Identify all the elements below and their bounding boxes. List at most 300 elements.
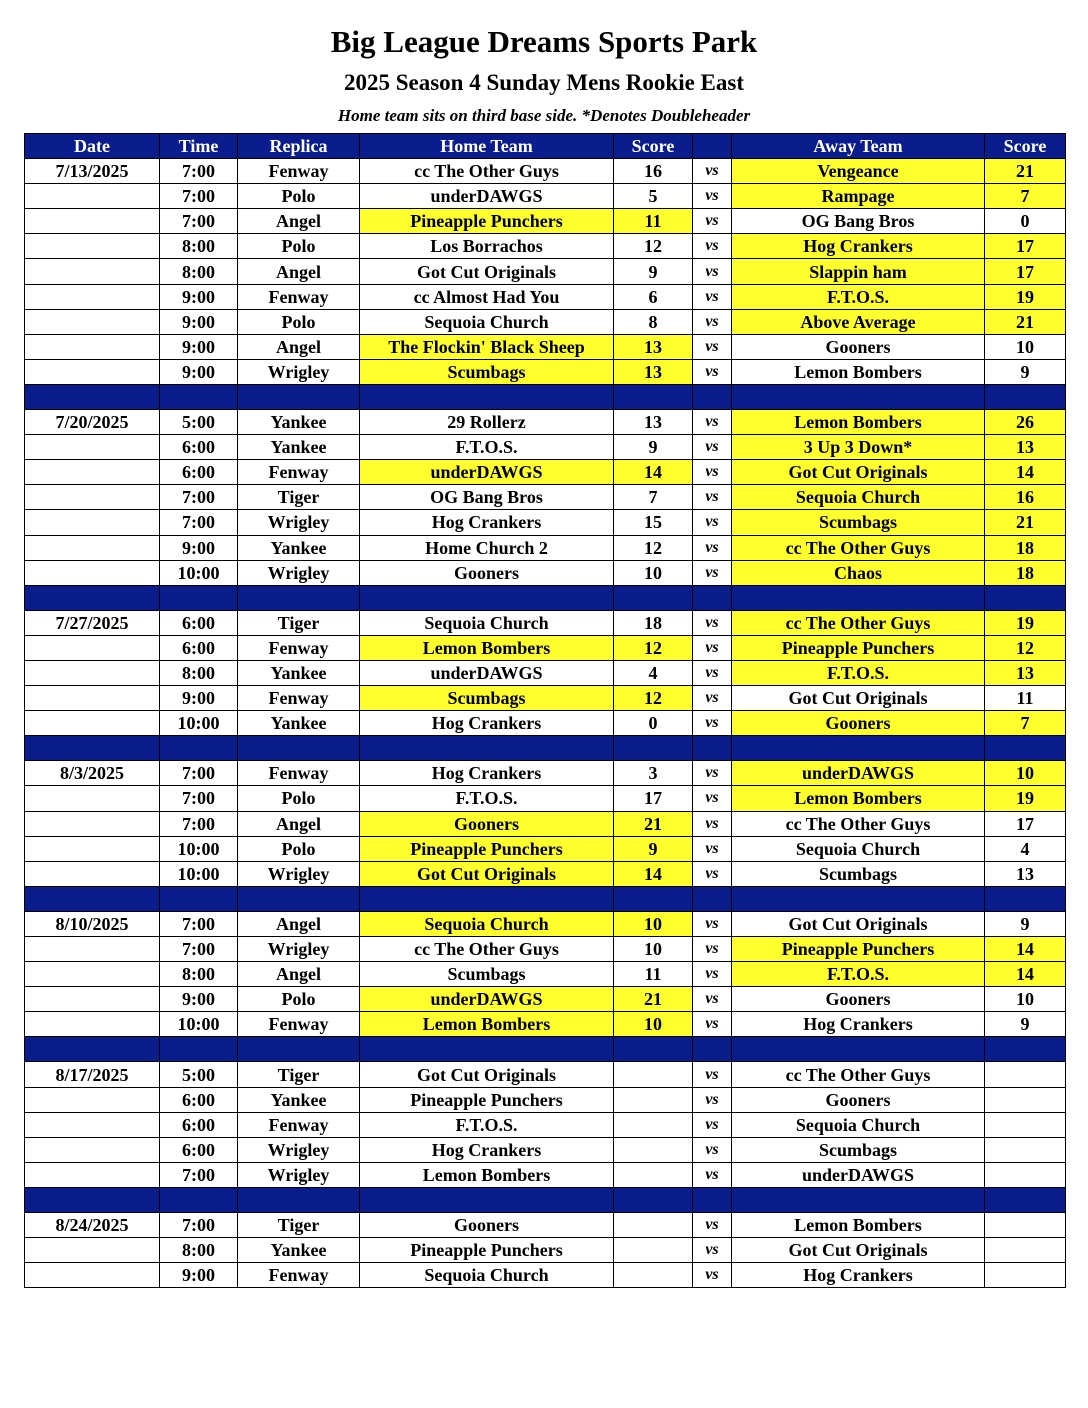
date-cell xyxy=(25,485,160,510)
table-row xyxy=(25,560,1066,585)
away-team-cell: Vengeance xyxy=(732,159,985,184)
vs-cell: vs xyxy=(693,535,732,560)
date-cell: 7/27/2025 xyxy=(25,610,160,635)
separator-cell xyxy=(25,1037,160,1062)
away-team-cell: Gooners xyxy=(732,1087,985,1112)
separator-cell xyxy=(693,886,732,911)
table-row xyxy=(25,1137,1066,1162)
vs-cell: vs xyxy=(693,159,732,184)
table-row xyxy=(25,1112,1066,1137)
away-score-cell: 4 xyxy=(985,836,1066,861)
away-score-cell: 10 xyxy=(985,334,1066,359)
date-cell xyxy=(25,861,160,886)
away-team-cell: Scumbags xyxy=(732,1137,985,1162)
away-score-cell: 13 xyxy=(985,660,1066,685)
date-cell xyxy=(25,259,160,284)
time-cell: 7:00 xyxy=(160,761,238,786)
away-score-cell: 14 xyxy=(985,962,1066,987)
header-home-team: Home Team xyxy=(360,134,614,159)
week-separator xyxy=(25,1037,1066,1062)
vs-cell: vs xyxy=(693,1012,732,1037)
home-team-cell: F.T.O.S. xyxy=(360,1112,614,1137)
date-cell xyxy=(25,209,160,234)
separator-cell xyxy=(732,736,985,761)
separator-cell xyxy=(693,1187,732,1212)
home-team-cell: Scumbags xyxy=(360,359,614,384)
table-row xyxy=(25,660,1066,685)
away-team-cell: Scumbags xyxy=(732,510,985,535)
away-team-cell: Gooners xyxy=(732,987,985,1012)
away-score-cell: 18 xyxy=(985,560,1066,585)
home-team-cell: underDAWGS xyxy=(360,460,614,485)
replica-cell: Yankee xyxy=(238,1238,360,1263)
table-row xyxy=(25,184,1066,209)
separator-cell xyxy=(732,585,985,610)
home-score-cell: 7 xyxy=(614,485,693,510)
home-team-cell: Pineapple Punchers xyxy=(360,1238,614,1263)
home-score-cell: 12 xyxy=(614,535,693,560)
replica-cell: Tiger xyxy=(238,1213,360,1238)
away-team-cell: cc The Other Guys xyxy=(732,811,985,836)
away-team-cell: Hog Crankers xyxy=(732,1263,985,1288)
replica-cell: Polo xyxy=(238,987,360,1012)
replica-cell: Angel xyxy=(238,811,360,836)
page-title: Big League Dreams Sports Park xyxy=(330,24,758,59)
away-score-cell: 17 xyxy=(985,811,1066,836)
replica-cell: Fenway xyxy=(238,159,360,184)
time-cell: 10:00 xyxy=(160,711,238,736)
vs-cell: vs xyxy=(693,410,732,435)
separator-cell xyxy=(25,585,160,610)
away-team-cell: Lemon Bombers xyxy=(732,1213,985,1238)
time-cell: 7:00 xyxy=(160,811,238,836)
vs-cell: vs xyxy=(693,309,732,334)
vs-cell: vs xyxy=(693,711,732,736)
table-row xyxy=(25,359,1066,384)
away-team-cell: Gooners xyxy=(732,711,985,736)
home-team-cell: The Flockin' Black Sheep xyxy=(360,334,614,359)
time-cell: 7:00 xyxy=(160,1213,238,1238)
vs-cell: vs xyxy=(693,911,732,936)
time-cell: 5:00 xyxy=(160,1062,238,1087)
home-team-cell: Sequoia Church xyxy=(360,610,614,635)
separator-cell xyxy=(614,585,693,610)
home-team-cell: Gooners xyxy=(360,560,614,585)
table-row xyxy=(25,535,1066,560)
table-row xyxy=(25,811,1066,836)
away-team-cell: Lemon Bombers xyxy=(732,359,985,384)
schedule-note: Home team sits on third base side. *Denotes Doubleheader xyxy=(337,106,751,125)
away-score-cell xyxy=(985,1263,1066,1288)
separator-cell xyxy=(985,585,1066,610)
table-row xyxy=(25,1238,1066,1263)
header-time: Time xyxy=(160,134,238,159)
date-cell xyxy=(25,359,160,384)
date-cell xyxy=(25,334,160,359)
away-score-cell: 10 xyxy=(985,987,1066,1012)
table-row xyxy=(25,510,1066,535)
table-row xyxy=(25,761,1066,786)
separator-cell xyxy=(985,886,1066,911)
separator-cell xyxy=(985,1187,1066,1212)
home-score-cell: 10 xyxy=(614,1012,693,1037)
time-cell: 8:00 xyxy=(160,259,238,284)
time-cell: 9:00 xyxy=(160,359,238,384)
time-cell: 7:00 xyxy=(160,184,238,209)
home-score-cell: 12 xyxy=(614,635,693,660)
home-team-cell: underDAWGS xyxy=(360,987,614,1012)
away-team-cell: Lemon Bombers xyxy=(732,410,985,435)
date-cell xyxy=(25,1238,160,1263)
away-score-cell xyxy=(985,1062,1066,1087)
away-team-cell: OG Bang Bros xyxy=(732,209,985,234)
home-team-cell: Lemon Bombers xyxy=(360,635,614,660)
away-team-cell: Gooners xyxy=(732,334,985,359)
replica-cell: Angel xyxy=(238,259,360,284)
replica-cell: Fenway xyxy=(238,1112,360,1137)
separator-cell xyxy=(360,384,614,409)
away-score-cell: 13 xyxy=(985,435,1066,460)
replica-cell: Yankee xyxy=(238,435,360,460)
vs-cell: vs xyxy=(693,1137,732,1162)
table-row xyxy=(25,159,1066,184)
schedule-body xyxy=(25,159,1066,1288)
separator-cell xyxy=(25,384,160,409)
table-row xyxy=(25,987,1066,1012)
replica-cell: Fenway xyxy=(238,1263,360,1288)
home-team-cell: Sequoia Church xyxy=(360,309,614,334)
away-team-cell: Sequoia Church xyxy=(732,836,985,861)
replica-cell: Wrigley xyxy=(238,510,360,535)
home-team-cell: underDAWGS xyxy=(360,184,614,209)
separator-cell xyxy=(614,736,693,761)
separator-cell xyxy=(614,1037,693,1062)
home-team-cell: Got Cut Originals xyxy=(360,259,614,284)
replica-cell: Yankee xyxy=(238,410,360,435)
table-row xyxy=(25,1213,1066,1238)
vs-cell: vs xyxy=(693,962,732,987)
away-score-cell: 11 xyxy=(985,686,1066,711)
date-cell xyxy=(25,309,160,334)
away-team-cell: Hog Crankers xyxy=(732,1012,985,1037)
date-cell xyxy=(25,535,160,560)
table-row xyxy=(25,786,1066,811)
replica-cell: Tiger xyxy=(238,485,360,510)
home-team-cell: 29 Rollerz xyxy=(360,410,614,435)
replica-cell: Yankee xyxy=(238,660,360,685)
replica-cell: Fenway xyxy=(238,635,360,660)
header-away-score: Score xyxy=(985,134,1066,159)
date-cell xyxy=(25,435,160,460)
vs-cell: vs xyxy=(693,786,732,811)
table-row xyxy=(25,410,1066,435)
time-cell: 6:00 xyxy=(160,1087,238,1112)
schedule-table xyxy=(24,133,1066,1288)
date-cell: 7/13/2025 xyxy=(25,159,160,184)
away-team-cell: F.T.O.S. xyxy=(732,284,985,309)
table-row xyxy=(25,1162,1066,1187)
away-score-cell: 13 xyxy=(985,861,1066,886)
time-cell: 7:00 xyxy=(160,1162,238,1187)
away-score-cell: 26 xyxy=(985,410,1066,435)
home-score-cell: 13 xyxy=(614,334,693,359)
table-row xyxy=(25,861,1066,886)
separator-cell xyxy=(985,736,1066,761)
replica-cell: Wrigley xyxy=(238,861,360,886)
replica-cell: Polo xyxy=(238,836,360,861)
vs-cell: vs xyxy=(693,184,732,209)
time-cell: 6:00 xyxy=(160,435,238,460)
away-score-cell xyxy=(985,1087,1066,1112)
vs-cell: vs xyxy=(693,209,732,234)
replica-cell: Wrigley xyxy=(238,1162,360,1187)
separator-cell xyxy=(693,736,732,761)
vs-cell: vs xyxy=(693,660,732,685)
table-row xyxy=(25,485,1066,510)
away-score-cell: 16 xyxy=(985,485,1066,510)
away-team-cell: Got Cut Originals xyxy=(732,911,985,936)
away-team-cell: cc The Other Guys xyxy=(732,535,985,560)
date-cell: 7/20/2025 xyxy=(25,410,160,435)
separator-cell xyxy=(360,1037,614,1062)
away-score-cell: 19 xyxy=(985,786,1066,811)
home-score-cell: 15 xyxy=(614,510,693,535)
replica-cell: Polo xyxy=(238,786,360,811)
home-score-cell: 14 xyxy=(614,861,693,886)
time-cell: 6:00 xyxy=(160,460,238,485)
home-score-cell xyxy=(614,1112,693,1137)
time-cell: 10:00 xyxy=(160,861,238,886)
home-score-cell: 12 xyxy=(614,686,693,711)
home-score-cell: 10 xyxy=(614,560,693,585)
table-row xyxy=(25,334,1066,359)
home-score-cell xyxy=(614,1263,693,1288)
away-team-cell: cc The Other Guys xyxy=(732,610,985,635)
time-cell: 7:00 xyxy=(160,786,238,811)
away-team-cell: cc The Other Guys xyxy=(732,1062,985,1087)
home-team-cell: F.T.O.S. xyxy=(360,786,614,811)
time-cell: 8:00 xyxy=(160,1238,238,1263)
home-score-cell xyxy=(614,1087,693,1112)
away-team-cell: Rampage xyxy=(732,184,985,209)
replica-cell: Tiger xyxy=(238,1062,360,1087)
time-cell: 10:00 xyxy=(160,1012,238,1037)
time-cell: 9:00 xyxy=(160,309,238,334)
date-cell xyxy=(25,836,160,861)
home-team-cell: Got Cut Originals xyxy=(360,861,614,886)
home-score-cell: 6 xyxy=(614,284,693,309)
away-score-cell xyxy=(985,1213,1066,1238)
replica-cell: Fenway xyxy=(238,761,360,786)
vs-cell: vs xyxy=(693,359,732,384)
date-cell xyxy=(25,1112,160,1137)
time-cell: 7:00 xyxy=(160,159,238,184)
replica-cell: Angel xyxy=(238,334,360,359)
home-score-cell xyxy=(614,1062,693,1087)
date-cell xyxy=(25,937,160,962)
separator-cell xyxy=(238,585,360,610)
away-score-cell: 14 xyxy=(985,937,1066,962)
away-team-cell: Pineapple Punchers xyxy=(732,635,985,660)
separator-cell xyxy=(985,1037,1066,1062)
home-team-cell: Lemon Bombers xyxy=(360,1012,614,1037)
table-row xyxy=(25,911,1066,936)
away-score-cell: 9 xyxy=(985,1012,1066,1037)
replica-cell: Polo xyxy=(238,184,360,209)
table-row xyxy=(25,962,1066,987)
replica-cell: Fenway xyxy=(238,460,360,485)
date-cell xyxy=(25,811,160,836)
away-score-cell: 0 xyxy=(985,209,1066,234)
table-row xyxy=(25,937,1066,962)
separator-cell xyxy=(25,736,160,761)
separator-cell xyxy=(238,1037,360,1062)
separator-cell xyxy=(732,1187,985,1212)
header-replica: Replica xyxy=(238,134,360,159)
home-team-cell: Scumbags xyxy=(360,962,614,987)
separator-cell xyxy=(732,384,985,409)
replica-cell: Wrigley xyxy=(238,560,360,585)
table-row xyxy=(25,234,1066,259)
replica-cell: Fenway xyxy=(238,284,360,309)
home-team-cell: Pineapple Punchers xyxy=(360,836,614,861)
home-score-cell: 4 xyxy=(614,660,693,685)
vs-cell: vs xyxy=(693,510,732,535)
date-cell xyxy=(25,234,160,259)
home-score-cell: 10 xyxy=(614,911,693,936)
home-team-cell: Hog Crankers xyxy=(360,1137,614,1162)
date-cell xyxy=(25,560,160,585)
time-cell: 9:00 xyxy=(160,535,238,560)
vs-cell: vs xyxy=(693,334,732,359)
vs-cell: vs xyxy=(693,635,732,660)
home-team-cell: cc Almost Had You xyxy=(360,284,614,309)
away-team-cell: Above Average xyxy=(732,309,985,334)
table-row xyxy=(25,1087,1066,1112)
away-score-cell: 17 xyxy=(985,259,1066,284)
date-cell xyxy=(25,711,160,736)
date-cell xyxy=(25,184,160,209)
date-cell xyxy=(25,284,160,309)
vs-cell: vs xyxy=(693,1263,732,1288)
replica-cell: Wrigley xyxy=(238,1137,360,1162)
separator-cell xyxy=(985,384,1066,409)
time-cell: 7:00 xyxy=(160,911,238,936)
separator-cell xyxy=(160,1187,238,1212)
home-score-cell: 9 xyxy=(614,836,693,861)
table-row xyxy=(25,209,1066,234)
week-separator xyxy=(25,384,1066,409)
away-score-cell xyxy=(985,1162,1066,1187)
away-score-cell: 18 xyxy=(985,535,1066,560)
separator-cell xyxy=(25,1187,160,1212)
separator-cell xyxy=(614,384,693,409)
separator-cell xyxy=(693,1037,732,1062)
home-team-cell: F.T.O.S. xyxy=(360,435,614,460)
date-cell xyxy=(25,510,160,535)
vs-cell: vs xyxy=(693,435,732,460)
time-cell: 7:00 xyxy=(160,485,238,510)
vs-cell: vs xyxy=(693,460,732,485)
home-score-cell: 14 xyxy=(614,460,693,485)
vs-cell: vs xyxy=(693,610,732,635)
time-cell: 6:00 xyxy=(160,610,238,635)
time-cell: 5:00 xyxy=(160,410,238,435)
home-team-cell: cc The Other Guys xyxy=(360,159,614,184)
home-score-cell xyxy=(614,1137,693,1162)
away-team-cell: Got Cut Originals xyxy=(732,686,985,711)
time-cell: 9:00 xyxy=(160,334,238,359)
home-team-cell: Sequoia Church xyxy=(360,911,614,936)
separator-cell xyxy=(238,886,360,911)
separator-cell xyxy=(160,736,238,761)
separator-cell xyxy=(732,886,985,911)
date-cell xyxy=(25,987,160,1012)
away-team-cell: Slappin ham xyxy=(732,259,985,284)
separator-cell xyxy=(360,736,614,761)
home-team-cell: Pineapple Punchers xyxy=(360,209,614,234)
vs-cell: vs xyxy=(693,937,732,962)
time-cell: 8:00 xyxy=(160,660,238,685)
home-score-cell: 13 xyxy=(614,359,693,384)
date-cell xyxy=(25,1137,160,1162)
header-home-score: Score xyxy=(614,134,693,159)
away-team-cell: Hog Crankers xyxy=(732,234,985,259)
date-cell: 8/10/2025 xyxy=(25,911,160,936)
table-row xyxy=(25,435,1066,460)
separator-cell xyxy=(238,736,360,761)
replica-cell: Polo xyxy=(238,309,360,334)
time-cell: 7:00 xyxy=(160,209,238,234)
home-team-cell: Lemon Bombers xyxy=(360,1162,614,1187)
away-score-cell xyxy=(985,1238,1066,1263)
vs-cell: vs xyxy=(693,234,732,259)
home-score-cell: 9 xyxy=(614,435,693,460)
home-score-cell: 18 xyxy=(614,610,693,635)
time-cell: 6:00 xyxy=(160,1137,238,1162)
separator-cell xyxy=(238,384,360,409)
table-row xyxy=(25,460,1066,485)
separator-cell xyxy=(732,1037,985,1062)
home-team-cell: Pineapple Punchers xyxy=(360,1087,614,1112)
vs-cell: vs xyxy=(693,560,732,585)
home-team-cell: Sequoia Church xyxy=(360,1263,614,1288)
week-separator xyxy=(25,736,1066,761)
date-cell xyxy=(25,1263,160,1288)
away-team-cell: Lemon Bombers xyxy=(732,786,985,811)
away-score-cell xyxy=(985,1112,1066,1137)
vs-cell: vs xyxy=(693,1238,732,1263)
away-score-cell: 9 xyxy=(985,911,1066,936)
table-row xyxy=(25,686,1066,711)
home-team-cell: cc The Other Guys xyxy=(360,937,614,962)
replica-cell: Polo xyxy=(238,234,360,259)
vs-cell: vs xyxy=(693,1162,732,1187)
separator-cell xyxy=(614,1187,693,1212)
home-score-cell: 11 xyxy=(614,209,693,234)
home-score-cell: 21 xyxy=(614,987,693,1012)
replica-cell: Angel xyxy=(238,911,360,936)
separator-cell xyxy=(693,585,732,610)
home-team-cell: Hog Crankers xyxy=(360,510,614,535)
week-separator xyxy=(25,886,1066,911)
home-team-cell: Home Church 2 xyxy=(360,535,614,560)
time-cell: 9:00 xyxy=(160,987,238,1012)
away-score-cell: 19 xyxy=(985,610,1066,635)
date-cell xyxy=(25,1087,160,1112)
vs-cell: vs xyxy=(693,686,732,711)
separator-cell xyxy=(160,384,238,409)
